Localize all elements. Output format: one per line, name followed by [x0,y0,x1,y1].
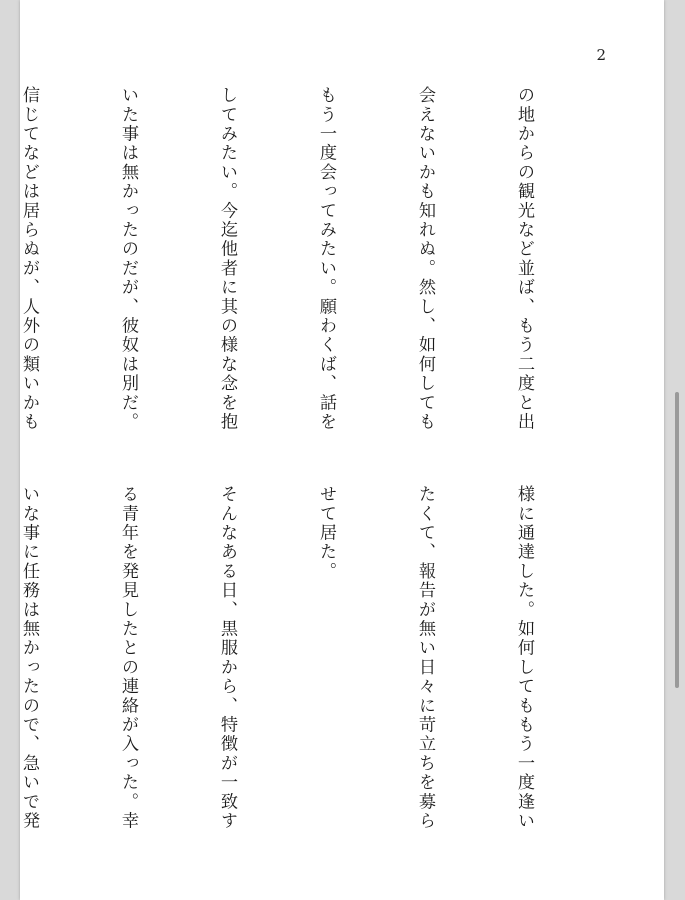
text-line: の地からの観光など並ば、もう二度と出 [514,86,534,432]
text-line: 会えないかも知れぬ。然し、如何しても [415,86,435,432]
text-line: してみたい。今迄他者に其の様な念を抱 [217,86,237,432]
text-line: いた事は無かったのだが、彼奴は別だ。 [118,86,138,432]
text-line: る青年を発見したとの連絡が入った。幸 [118,485,138,831]
upper-text-block [0,86,606,436]
text-line: たくて、報告が無い日々に苛立ちを募ら [415,485,435,831]
scrollbar-thumb[interactable] [675,392,679,688]
scrollbar[interactable] [677,0,683,900]
text-line: いな事に任務は無かったので、急いで発 [19,485,39,831]
text-line: せて居た。 [316,485,336,581]
page-number: 2 [596,46,606,64]
page-sheet [20,0,664,900]
text-line: 様に通達した。如何してももう一度逢い [514,485,534,831]
text-line: もう一度会ってみたい。願わくば、話を [316,86,336,432]
lower-text-block [0,485,606,831]
text-line: そんなある日、黒服から、特徴が一致す [217,485,237,831]
text-line: 信じてなどは居らぬが、人外の類いかも [19,86,39,432]
